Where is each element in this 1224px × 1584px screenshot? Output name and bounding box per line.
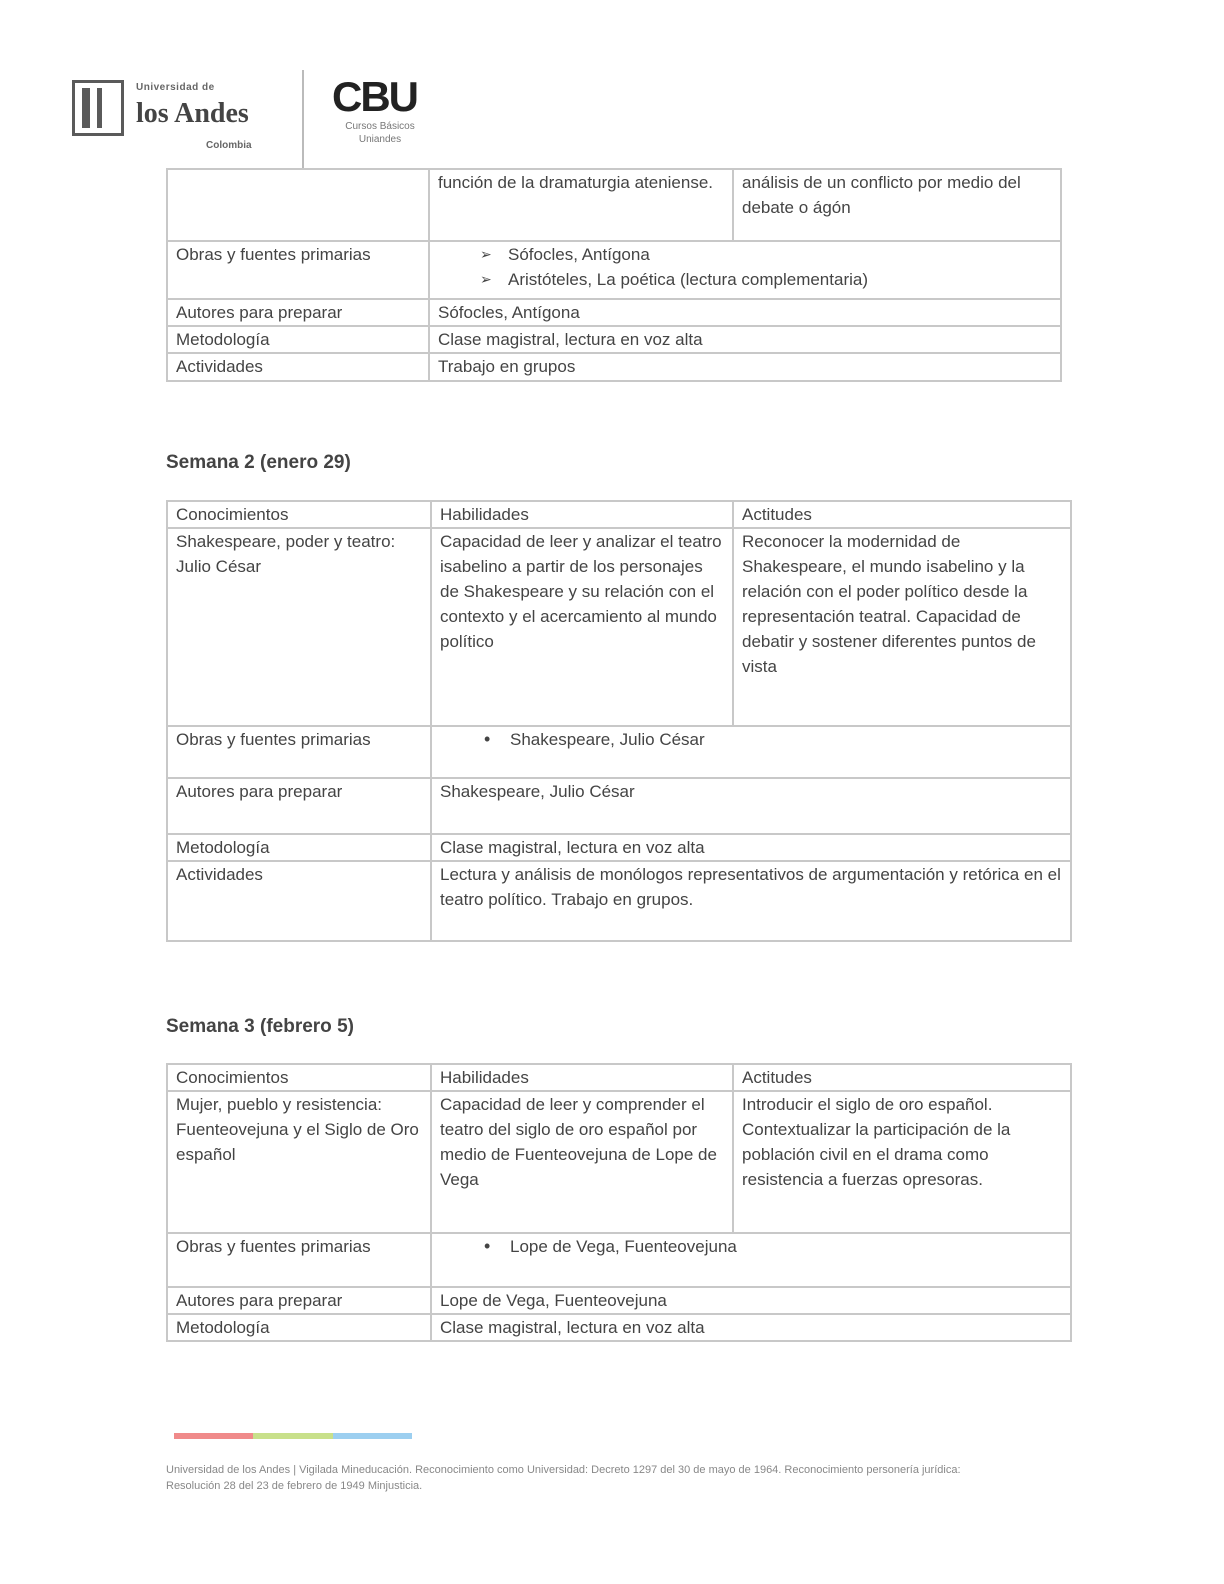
actividades-value: Lectura y análisis de monólogos representativos de argumentación y retórica en el teatro político. Trabajo en grupos.: [431, 861, 1071, 941]
header-actitudes: Actitudes: [733, 1064, 1071, 1091]
table-cell: análisis de un conflicto por medio del debate o ágón: [733, 169, 1061, 241]
university-logo: [72, 80, 297, 160]
autores-value: Sófocles, Antígona: [429, 299, 1061, 326]
metodologia-value: Clase magistral, lectura en voz alta: [431, 834, 1071, 861]
list-item: • Lope de Vega, Fuenteovejuna: [510, 1234, 1062, 1259]
cbu-sub1: Cursos Básicos: [345, 121, 415, 132]
textos-label: Obras y fuentes primarias: [167, 726, 431, 778]
header-habilidades: Habilidades: [431, 501, 733, 528]
textos-value: [431, 726, 1071, 778]
autores-value: Lope de Vega, Fuenteovejuna: [431, 1287, 1071, 1314]
metodologia-value: Clase magistral, lectura en voz alta: [431, 1314, 1071, 1341]
textos-label: Obras y fuentes primarias: [167, 1233, 431, 1287]
semana2-table: [166, 500, 1072, 942]
actividades-value: Trabajo en grupos: [429, 353, 1061, 381]
autores-label: Autores para preparar: [167, 1287, 431, 1314]
header-conocimientos: Conocimientos: [167, 1064, 431, 1091]
table-cell: [167, 169, 429, 241]
header-conocimientos: Conocimientos: [167, 501, 431, 528]
actitudes-value: Introducir el siglo de oro español. Contextualizar la participación de la población civil en el drama como resistencia a fuerzas opresoras.: [733, 1091, 1071, 1233]
actividades-label: Actividades: [167, 353, 429, 381]
metodologia-label: Metodología: [167, 1314, 431, 1341]
metodologia-label: Metodología: [167, 834, 431, 861]
list-item: • Shakespeare, Julio César: [510, 727, 1062, 752]
header-actitudes: Actitudes: [733, 501, 1071, 528]
list-item: ➢ Sófocles, Antígona: [508, 242, 1052, 267]
semana2-title: Semana 2 (enero 29): [166, 452, 351, 473]
habilidades-value: Capacidad de leer y comprender el teatro del siglo de oro español por medio de Fuenteovejuna de Lope de Vega: [431, 1091, 733, 1233]
autores-label: Autores para preparar: [167, 299, 429, 326]
footer-bar-blue: [333, 1433, 412, 1439]
autores-value: Shakespeare, Julio César: [431, 778, 1071, 834]
textos-value: [429, 241, 1061, 299]
cbu-name: CBU: [332, 73, 417, 120]
metodologia-value: Clase magistral, lectura en voz alta: [429, 326, 1061, 353]
cbu-sub2: Uniandes: [358, 134, 402, 145]
university-emblem-icon: [72, 80, 124, 136]
university-line2: los Andes: [136, 98, 249, 129]
footer-text: Universidad de los Andes | Vigilada Mineducación. Reconocimiento como Universidad: Decreto 1297 del 30 de mayo de 1964. Reconocimiento personería jurídica: Resolución 28 del 23 de febrero de 1949 Minjusticia.: [166, 1464, 961, 1492]
conocimientos-value: Shakespeare, poder y teatro: Julio César: [167, 528, 431, 726]
semana1-table: [166, 168, 1062, 382]
university-line3: Colombia: [206, 140, 252, 151]
header-habilidades: Habilidades: [431, 1064, 733, 1091]
textos-value: [431, 1233, 1071, 1287]
metodologia-label: Metodología: [167, 326, 429, 353]
header-divider: [302, 70, 304, 168]
footer-color-bar: [174, 1433, 412, 1439]
table-cell: función de la dramaturgia ateniense.: [429, 169, 733, 241]
page-header: [70, 70, 450, 170]
actividades-label: Actividades: [167, 861, 431, 941]
cbu-logo: [332, 75, 442, 165]
semana3-title: Semana 3 (febrero 5): [166, 1016, 354, 1037]
actitudes-value: Reconocer la modernidad de Shakespeare, el mundo isabelino y la relación con el poder político desde la representación teatral. Capacidad de debatir y sostener diferentes puntos de vista: [733, 528, 1071, 726]
textos-label: Obras y fuentes primarias: [167, 241, 429, 299]
university-line1: Universidad de: [136, 82, 215, 93]
autores-label: Autores para preparar: [167, 778, 431, 834]
conocimientos-value: Mujer, pueblo y resistencia: Fuenteovejuna y el Siglo de Oro español: [167, 1091, 431, 1233]
habilidades-value: Capacidad de leer y analizar el teatro isabelino a partir de los personajes de Shakespeare y su relación con el contexto y el acercamiento al mundo político: [431, 528, 733, 726]
list-item: ➢ Aristóteles, La poética (lectura complementaria): [508, 267, 1052, 292]
semana3-table: [166, 1063, 1072, 1342]
footer-bar-green: [253, 1433, 332, 1439]
footer-bar-red: [174, 1433, 253, 1439]
